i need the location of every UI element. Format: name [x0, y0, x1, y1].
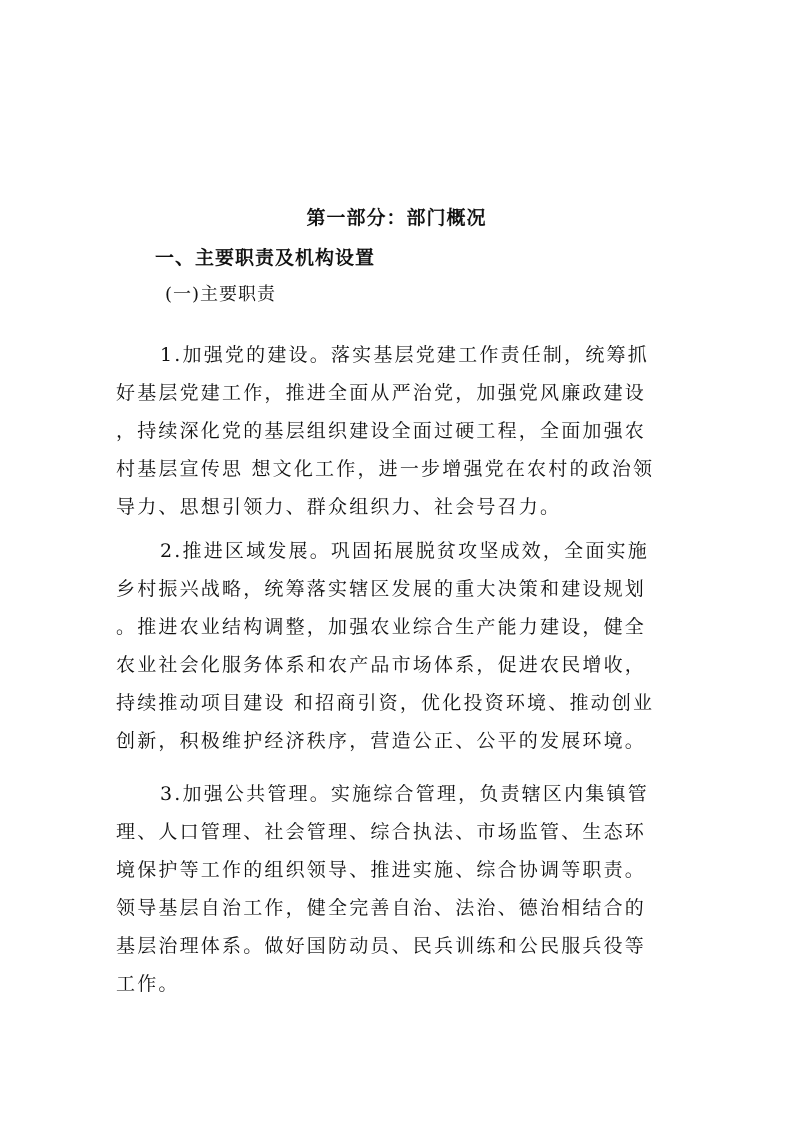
paragraph-line: 持续推动项目建设 和招商引资，优化投资环境、推动创业 — [116, 692, 655, 714]
paragraph-line: 境保护等工作的组织领导、推进实施、综合协调等职责。 — [116, 859, 647, 881]
paragraph-line: 乡村振兴战略，统筹落实辖区发展的重大决策和建设规划 — [116, 578, 647, 600]
paragraph-line: 。推进农业结构调整，加强农业综合生产能力建设，健全 — [116, 616, 647, 638]
subsection-heading: (一)主要职责 — [165, 284, 277, 305]
paragraph-line: 好基层党建工作，推进全面从严治党，加强党风廉政建设 — [116, 382, 647, 404]
paragraph-line: 工作。 — [116, 973, 180, 995]
section-heading: 一、主要职责及机构设置 — [155, 247, 376, 269]
paragraph-line: 领导基层自治工作，健全完善自治、法治、德治相结合的 — [116, 897, 647, 919]
paragraph-line: 基层治理体系。做好国防动员、民兵训练和公民服兵役等 — [116, 935, 647, 957]
paragraph-line: ，持续深化党的基层组织建设全面过硬工程，全面加强农 — [116, 420, 647, 442]
paragraph-party-building — [116, 336, 696, 526]
paragraph-line: 农业社会化服务体系和农产品市场体系，促进农民增收， — [116, 654, 647, 676]
paragraph-line: 创新，积极维护经济秩序，营造公正、公平的发展环境。 — [116, 730, 647, 752]
part-title: 第一部分：部门概况 — [306, 207, 487, 229]
paragraph-regional-development — [116, 532, 696, 760]
paragraph-line: 2.推进区域发展。巩固拓展脱贫攻坚成效，全面实施 — [160, 540, 649, 562]
paragraph-line: 3.加强公共管理。实施综合管理，负责辖区内集镇管 — [160, 783, 649, 805]
paragraph-line: 1.加强党的建设。落实基层党建工作责任制，统筹抓 — [160, 344, 649, 366]
paragraph-line: 村基层宣传思 想文化工作，进一步增强党在农村的政治领 — [116, 458, 655, 480]
paragraph-line: 导力、思想引领力、群众组织力、社会号召力。 — [116, 496, 562, 518]
paragraph-public-management — [116, 775, 696, 1003]
paragraph-line: 理、人口管理、社会管理、综合执法、市场监管、生态环 — [116, 821, 647, 843]
